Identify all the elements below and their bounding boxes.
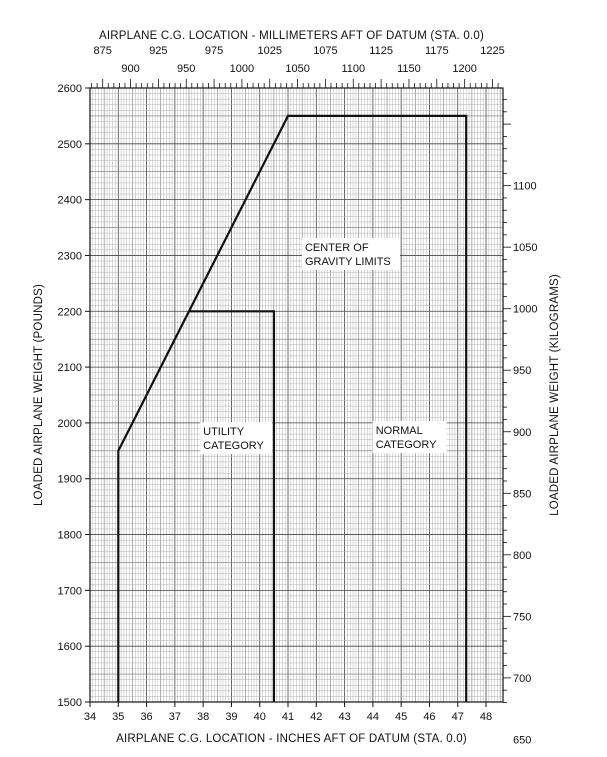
kg-tick-label: 1050 — [513, 242, 538, 255]
x-tick-label: 45 — [395, 711, 408, 723]
y-tick-label: 2600 — [57, 83, 82, 95]
y-tick-label: 1900 — [57, 473, 82, 486]
x-tick-label: 47 — [451, 711, 464, 723]
mm-tick-label-major: 875 — [93, 45, 112, 57]
kg-tick-label: 900 — [513, 426, 532, 439]
annotation-cg-limits-line: CENTER OF — [304, 241, 369, 254]
mm-tick-label-major: 1025 — [257, 45, 282, 57]
kg-tick-label: 700 — [513, 672, 532, 685]
mm-tick-label-minor: 1200 — [452, 63, 477, 75]
x-tick-label: 35 — [112, 711, 125, 723]
kg-tick-label: 850 — [513, 488, 532, 501]
x-tick-label: 46 — [423, 711, 436, 723]
y-tick-label: 1500 — [57, 697, 82, 709]
kg-tick-label: 800 — [513, 549, 532, 562]
mm-tick-label-major: 925 — [149, 45, 168, 57]
x-tick-label: 39 — [225, 711, 238, 723]
y-tick-label: 1800 — [57, 529, 82, 542]
annotation-utility-category-line: UTILITY — [203, 426, 245, 439]
x-tick-label: 48 — [479, 711, 493, 723]
mm-tick-label-minor: 1150 — [397, 63, 421, 75]
kg-tick-label: 1000 — [513, 303, 538, 316]
x-tick-label: 36 — [140, 711, 153, 723]
y-tick-label: 2200 — [57, 306, 82, 319]
mm-tick-label-major: 1125 — [369, 45, 393, 57]
x-tick-label: 42 — [310, 711, 323, 723]
y-tick-label: 1600 — [57, 641, 82, 654]
axis-text — [33, 30, 561, 745]
y-tick-label: 2400 — [57, 194, 82, 207]
x-tick-label: 41 — [281, 711, 295, 723]
kg-tick-label: 750 — [513, 611, 532, 624]
mm-tick-label-major: 1075 — [313, 45, 338, 57]
plot-grid — [90, 88, 503, 702]
y-tick-label: 1700 — [57, 585, 82, 598]
x-tick-label: 37 — [168, 711, 181, 723]
y-tick-label: 2300 — [57, 250, 82, 263]
kg-tick-label: 650 — [513, 734, 532, 747]
mm-tick-label-major: 1175 — [424, 45, 449, 57]
x-tick-label: 34 — [83, 711, 97, 723]
x-tick-label: 40 — [253, 711, 266, 723]
annotation-normal-category-line: NORMAL — [375, 425, 423, 438]
x-tick-label: 38 — [197, 711, 210, 723]
mm-tick-label-minor: 950 — [177, 63, 196, 75]
mm-tick-label-minor: 1000 — [229, 63, 255, 75]
annotation-utility-category-line: CATEGORY — [203, 440, 264, 453]
x-tick-label: 44 — [366, 711, 380, 723]
mm-tick-label-major: 975 — [204, 45, 224, 57]
y-tick-label: 2100 — [57, 362, 82, 375]
mm-tick-label-minor: 900 — [121, 63, 140, 75]
top-axis-title: AIRPLANE C.G. LOCATION - MILLIMETERS AFT OF DATUM (STA. 0.0) — [99, 30, 484, 42]
left-axis-title: LOADED AIRPLANE WEIGHT (POUNDS) — [33, 284, 45, 506]
mm-tick-label-major: 1225 — [480, 45, 505, 57]
y-tick-label: 2500 — [57, 138, 82, 151]
bottom-axis-title: AIRPLANE C.G. LOCATION - INCHES AFT OF DATUM (STA. 0.0) — [116, 733, 467, 745]
x-tick-label: 43 — [338, 711, 351, 723]
right-axis-title: LOADED AIRPLANE WEIGHT (KILOGRAMS) — [549, 274, 561, 516]
kg-tick-label: 1100 — [513, 180, 537, 193]
series-line-normal-category — [118, 116, 466, 702]
annotation-normal-category-line: CATEGORY — [375, 439, 437, 452]
kg-tick-label: 950 — [513, 365, 532, 378]
annotation-cg-limits-line: GRAVITY LIMITS — [304, 255, 391, 268]
mm-tick-label-minor: 1050 — [285, 63, 310, 75]
mm-tick-label-minor: 1100 — [341, 63, 366, 75]
envelope-series — [118, 116, 466, 702]
y-tick-label: 2000 — [57, 417, 82, 430]
